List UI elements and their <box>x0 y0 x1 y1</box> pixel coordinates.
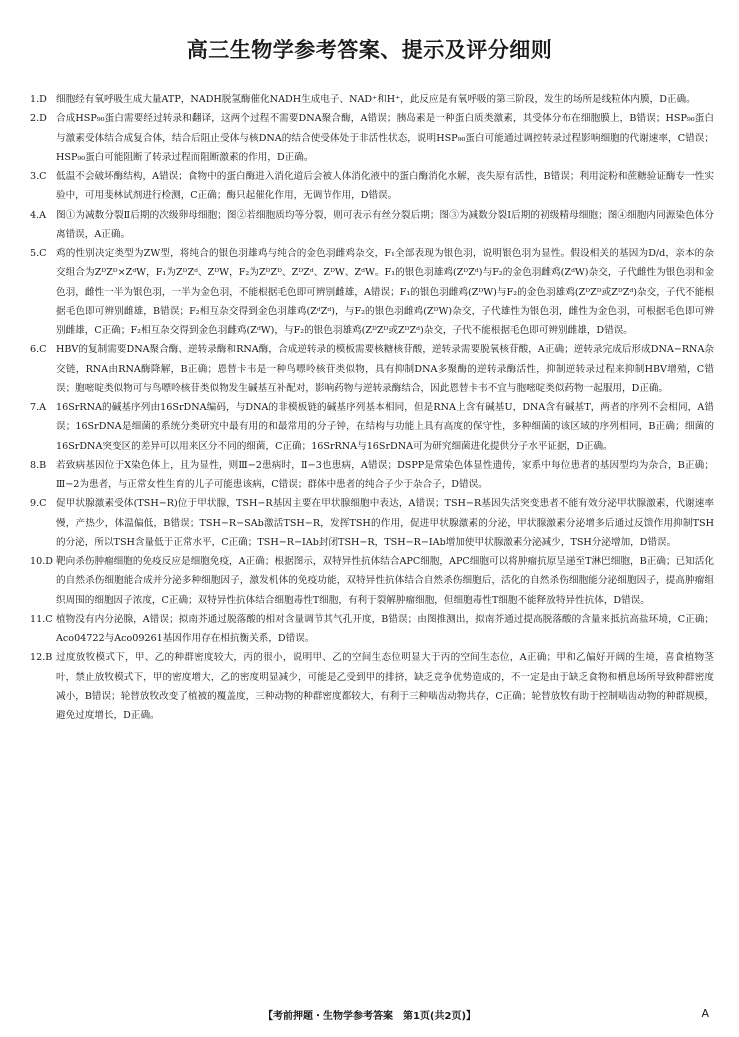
answer-number: 9.C <box>30 498 47 510</box>
answer-text: 细胞经有氧呼吸生成大量ATP，NADH脱氢酶催化NADH生成电子、NAD⁺和H⁺，此反应是有氧呼吸的第三阶段，发生的场所是线粒体内膜，D正确。 <box>56 94 696 105</box>
answer-text: 过度放牧模式下，甲、乙的种群密度较大，丙的很小，说明甲、乙的空间生态位明显大于丙的空间生态位，A正确；甲和乙偏好开阔的生境，喜食植物茎叶，禁止放牧模式下，甲的密度增大，乙的密度明显减少，可能是乙受到甲的排挤，缺乏竞争优势造成的，不一定是由于缺乏食物和栖息场所导致种群密度减小，B错误；轮替放牧改变了植被的覆盖度，三种动物的种群密度都较大，有利于三种啮齿动物共存，C正确；轮替放牧有助于控制啮齿动物的种群规模，避免过度增长，D正确。 <box>56 652 714 721</box>
answer-item <box>30 648 714 725</box>
answer-item <box>30 244 714 340</box>
answer-number: 5.C <box>30 248 47 259</box>
answer-item <box>30 109 714 167</box>
answer-item <box>30 206 714 245</box>
page-footer: 【考前押题・生物学参考答案 第1页(共2页)】 <box>262 1011 477 1022</box>
answer-number: 7.A <box>30 402 47 413</box>
answer-item <box>30 167 714 206</box>
answer-text: 合成HSP₉₀蛋白需要经过转录和翻译，这两个过程不需要DNA聚合酶，A错误；胰岛素是一种蛋白质类激素，其受体分布在细胞膜上，B错误；HSP₉₀蛋白与激素受体结合成复合体，结合后阻止受体与核DNA的结合使受体处于非活性状态，说明HSP₉₀蛋白可能通过调控转录过程影响细胞的代谢速率，C错误；HSP₉₀蛋白可能阻断了转录过程而阻断激素的作用，D正确。 <box>56 113 714 163</box>
version-mark: A <box>701 1007 709 1020</box>
answer-item <box>30 552 714 610</box>
answer-text: HBV的复制需要DNA聚合酶、逆转录酶和RNA酶，合成逆转录的模板需要核糖核苷酸，逆转录需要脱氧核苷酸，A正确；逆转录完成后形成DNA−RNA杂交链，RNA由RNA酶降解，B正确；恩替卡韦是一种鸟嘌呤核苷类似物，具有抑制DNA多聚酶的逆转录酶活性，抑制逆转录过程来抑制HBV增殖，C错误；胞嘧啶类似物可与鸟嘌呤核苷类似物发生碱基互补配对，影响药物与逆转录酶结合，因此恩替卡韦不宜与胞嘧啶类似药物一起服用，D正确。 <box>56 344 714 394</box>
answer-text: 16SrRNA的碱基序列由16SrDNA编码，与DNA的非模板链的碱基序列基本相同，但是RNA上含有碱基U，DNA含有碱基T，两者的序列不会相同，A错误；16SrDNA是细菌的系统分类研究中最有用的和最常用的分子钟，在结构与功能上具有高度的保守性，多种细菌的该区域的序列相同，B正确；细菌的16SrDNA突变区的差异可以用来区分不同的细菌，C正确；16SrRNA与16SrDNA可为研究细菌进化提供分子水平证据，D正确。 <box>56 402 714 452</box>
page-title: 高三生物学参考答案、提示及评分细则 <box>186 38 553 62</box>
answer-number: 1.D <box>30 94 47 105</box>
answer-text: 促甲状腺激素受体(TSH−R)位于甲状腺，TSH−R基因主要在甲状腺细胞中表达，A错误；TSH−R基因失活突变患者不能有效分泌甲状腺激素，代谢速率慢，产热少，体温偏低，B错误；TSH−R−SAb激活TSH−R，发挥TSH的作用，促进甲状腺激素的分泌，甲状腺激素分泌增多后通过反馈作用抑制TSH的分泌，所以TSH含量低于正常水平，C正确；TSH−R−IAb封闭TSH−R，TSH−R−IAb增加使甲状腺激素分泌减少，TSH分泌增加，D错误。 <box>56 498 714 548</box>
answer-list <box>30 90 714 725</box>
answer-text: 鸡的性别决定类型为ZW型，将纯合的银色羽雄鸡与纯合的金色羽雌鸡杂交，F₁全部表现为银色羽，说明银色羽为显性。假设相关的基因为D/d，亲本的杂交组合为ZᴰZᴰ×ZᵈW，F₁为ZᴰZᵈ、ZᴰW，F₂为ZᴰZᴰ、ZᴰZᵈ、ZᴰW、ZᵈW。F₁的银色羽雄鸡(ZᴰZᵈ)与F₂的金色羽雌鸡(ZᵈW)杂交，子代雌性为银色羽和金色羽，雌性一半为银色羽，一半为金色羽，不能根据毛色即可辨别雌雄，A错误；F₁的银色羽雌鸡(ZᴰW)与F₂的金色羽雄鸡(ZᴰZᴰ或ZᴰZᵈ)杂交，子代不能根据毛色即可辨别雌雄，B错误；F₂相互杂交得到金色羽雄鸡(ZᵈZᵈ)，与F₂的银色羽雌鸡(ZᴰW)杂交，子代雄性为银色羽，雌性为金色羽，可根据毛色即可辨别雌雄，C正确；F₂相互杂交得到金色羽雌鸡(ZᵈW)，与F₂的银色羽雄鸡(ZᴰZᴰ或ZᴰZᵈ)杂交，子代不能根据毛色即可辨别雌雄，D错误。 <box>56 248 714 336</box>
answer-text: 植物没有内分泌腺，A错误；拟南芥通过脱落酸的相对含量调节其气孔开度，B错误；由图推测出，拟南芥通过提高脱落酸的含量来抵抗高盐环境，C正确；Aco04722与Aco09261基因作用存在相抗衡关系，D错误。 <box>56 613 714 644</box>
answer-text: 若致病基因位于X染色体上，且为显性，则Ⅲ−2患病时，Ⅱ−3也患病，A错误；DSPP是常染色体显性遗传，家系中每位患者的基因型均为杂合，B正确；Ⅲ−2为患者，与正常女性生育的儿子可能患该病，C错误；群体中患者的纯合子少于杂合子，D错误。 <box>56 459 714 490</box>
answer-item <box>30 340 714 398</box>
answer-item <box>30 456 714 495</box>
answer-item <box>30 398 714 456</box>
answer-number: 4.A <box>30 209 47 221</box>
answer-number: 11.C <box>30 613 53 625</box>
answer-number: 2.D <box>30 113 47 125</box>
answer-number: 3.C <box>30 171 47 182</box>
answer-number: 8.B <box>30 459 47 471</box>
answer-text: 图①为减数分裂Ⅱ后期的次级卵母细胞；图②若细胞质均等分裂，则可表示有丝分裂后期；图③为减数分裂Ⅰ后期的初级精母细胞；图④细胞内同源染色体分离错误，A正确。 <box>56 209 714 240</box>
answer-number: 12.B <box>30 652 53 664</box>
answer-number: 10.D <box>30 556 53 567</box>
answer-text: 低温不会破坏酶结构，A错误；食物中的蛋白酶进入消化道后会被人体消化液中的蛋白酶消化水解，丧失原有活性，B错误；利用淀粉和蔗糖验证酶专一性实验中，可用斐林试剂进行检测，C正确；酶只起催化作用，无调节作用，D错误。 <box>56 171 714 202</box>
answer-item <box>30 494 714 552</box>
answer-text: 靶向杀伤肿瘤细胞的免疫反应是细胞免疫，A正确；根据图示，双特异性抗体结合APC细胞，APC细胞可以将肿瘤抗原呈递至T淋巴细胞，B正确；已知活化的自然杀伤细胞能合成并分泌多种细胞因子，激发机体的免疫功能，双特异性抗体结合自然杀伤细胞后，活化的自然杀伤细胞能分泌细胞因子，提高肿瘤组织周围的细胞因子浓度，C正确；双特异性抗体结合细胞毒性T细胞，有利于裂解肿瘤细胞，但细胞毒性T细胞不能释放特异性抗体，D错误。 <box>56 556 714 606</box>
answer-item <box>30 610 714 649</box>
answer-item <box>30 90 714 109</box>
answer-number: 6.C <box>30 344 47 356</box>
